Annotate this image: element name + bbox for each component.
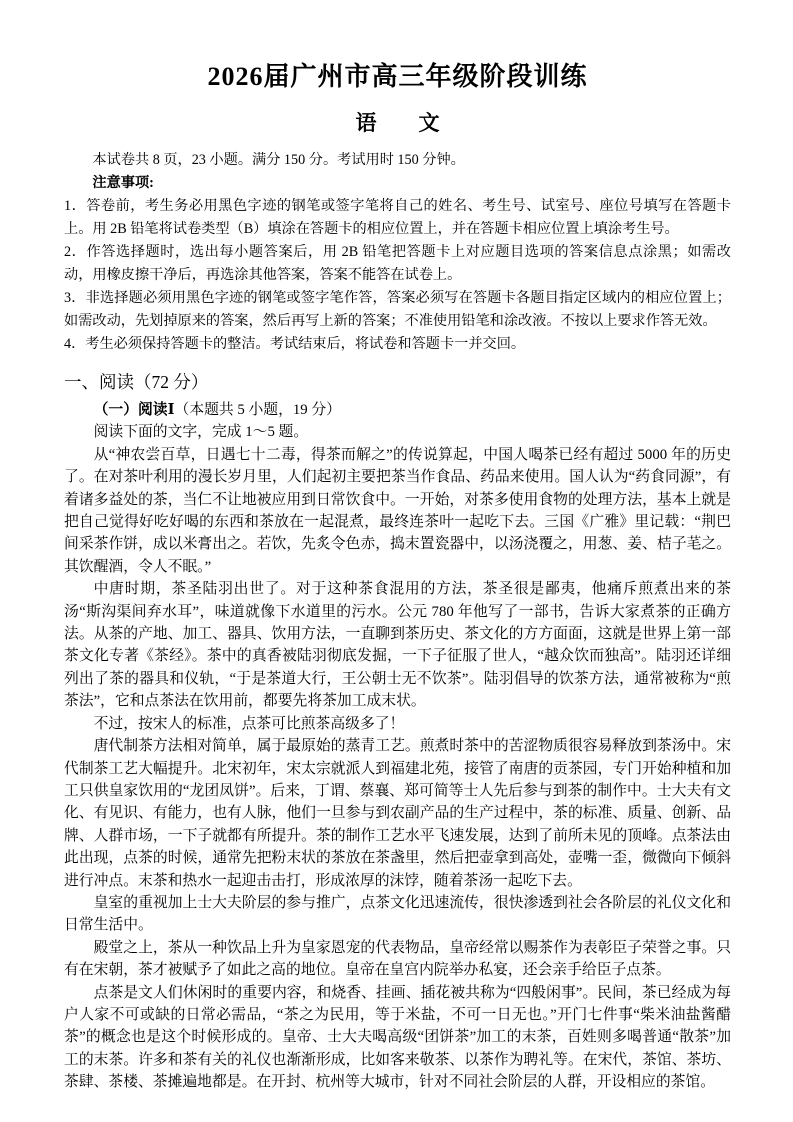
notice-item-2: 2．作答选择题时，选出每小题答案后，用 2B 铅笔把答题卡上对应题目选项的答案信息点涂黑；如需改动，用橡皮擦干净后，再选涂其他答案，答案不能答在试卷上。: [64, 244, 731, 283]
passage-paragraph-7: 点茶是文人们休闲时的重要内容，和烧香、挂画、插花被共称为“四般闲事”。民间，茶已经成为每户人家不可或缺的日常必需品，“茶之为民用，等于米盐，不可一日无也。”开门七件事“柴米油盐酱醋茶”的概念也是这个时候形成的。皇帝、士大夫喝高级“团饼茶”加工的末茶，百姓则多喝普通“散茶”加工的末茶。许多和茶有关的礼仪也渐渐形成，比如客来敬茶、以茶作为聘礼等。在宋代，茶馆、茶坊、茶肆、茶楼、茶摊遍地都是。在开封、杭州等大城市，针对不同社会阶层的人群，开设相应的茶馆。: [64, 984, 731, 1091]
reading-instruction: 阅读下面的文字，完成 1～5 题。: [93, 424, 309, 441]
passage-paragraph-1: 从“神农尝百草，日遇七十二毒，得茶而解之”的传说算起，中国人喝茶已经有超过 5000 年的历史了。在对茶叶利用的漫长岁月里，人们起初主要把茶当作食品、药品来使用。国人认为“药食同源”，有着诸多益处的茶，当仁不让地被应用到日常饮食中。一开始，对茶多使用食物的处理方法，基本上就是把自己觉得好吃好喝的东西和茶放在一起混煮，最终连茶叶一起吃下去。三国《广雅》里记载：“荆巴间采茶作饼，成以米膏出之。若饮，先炙令色赤，捣末置瓷器中，以汤浇覆之，用葱、姜、桔子芼之。其饮醒酒，令人不眠。”: [64, 446, 731, 575]
notice-list: [64, 195, 731, 356]
passage-paragraph-2: 中唐时期，茶圣陆羽出世了。对于这种茶食混用的方法，茶圣很是鄙夷，他痛斥煎煮出来的茶汤“斯沟渠间弃水耳”，味道就像下水道里的污水。公元 780 年他写了一部书，告诉大家煮茶的正确方法。从茶的产地、加工、器具、饮用方法，一直聊到茶历史、茶文化的方方面面，这就是世界上第一部茶文化专著《茶经》。茶中的真香被陆羽彻底发掘，一下子征服了世人，“越众饮而独高”。陆羽还详细列出了茶的器具和仪轨，“于是茶道大行，王公朝士无不饮茶”。陆羽倡导的饮茶方法，通常被称为“煎茶法”，它和点茶法在饮用前，都要先将茶加工成末状。: [64, 581, 731, 710]
notice-item-4: 4．考生必须保持答题卡的整洁。考试结束后，将试卷和答题卡一并交回。: [64, 336, 526, 352]
notice-item-3: 3．非选择题必须用黑色字迹的钢笔或签字笔作答，答案必须写在答题卡各题目指定区域内的相应位置上；如需改动，先划掉原来的答案，然后再写上新的答案；不准使用铅笔和涂改液。不按以上要求作答无效。: [64, 290, 731, 329]
section-heading-reading: 一、阅读（72 分）: [64, 372, 209, 392]
exam-meta-line: 本试卷共 8 页，23 小题。满分 150 分。考试用时 150 分钟。: [92, 152, 465, 168]
page-title: 2026届广州市高三年级阶段训练: [207, 62, 588, 91]
passage-paragraph-5: 皇室的重视加上士大夫阶层的参与推广，点茶文化迅速流传，很快渗透到社会各阶层的礼仪文化和日常生活中。: [64, 894, 731, 934]
reading-passage: [64, 444, 731, 1094]
notice-item-1: 1．答卷前，考生务必用黑色字迹的钢笔或签字笔将自己的姓名、考生号、试室号、座位号填写在答题卡上。用 2B 铅笔将试卷类型（B）填涂在答题卡的相应位置上，并在答题卡相应位置上填涂考生号。: [64, 198, 731, 237]
passage-paragraph-3: 不过，按宋人的标准，点茶可比煎茶高级多了！: [93, 715, 405, 732]
passage-paragraph-6: 殿堂之上，茶从一种饮品上升为皇家恩宠的代表物品，皇帝经常以赐茶作为表彰臣子荣誉之事。只有在宋朝，茶才被赋予了如此之高的地位。皇帝在皇宫内院举办私宴，还会亲手给臣子点茶。: [64, 939, 731, 979]
part-label: （一）阅读Ⅰ: [93, 402, 175, 418]
part-heading: [64, 399, 731, 421]
notice-heading: 注意事项:: [92, 175, 154, 191]
subject-title: 语 文: [355, 111, 440, 135]
passage-paragraph-4: 唐代制茶方法相对简单，属于最原始的蒸青工艺。煎煮时茶中的苦涩物质很容易释放到茶汤中。宋代制茶工艺大幅提升。北宋初年，宋太宗就派人到福建北苑，接管了南唐的贡茶园，专门开始种植和加工只供皇家饮用的“龙团凤饼”。后来，丁谓、蔡襄、郑可简等士人先后参与到茶的制作中。士大夫有文化、有见识、有能力，也有人脉，他们一旦参与到农副产品的生产过程中，茶的标准、质量、创新、品牌、人群市场，一下子就都有所提升。茶的制作工艺水平飞速发展，达到了前所未见的顶峰。点茶法由此出现，点茶的时候，通常先把粉末状的茶放在茶盏里，然后把壶拿到高处，壶嘴一歪，微微向下倾斜进行冲点。末茶和热水一起迎击击打，形成浓厚的沫饽，随着茶汤一起吃下去。: [64, 738, 731, 889]
part-info: （本题共 5 小题，19 分）: [174, 402, 341, 418]
